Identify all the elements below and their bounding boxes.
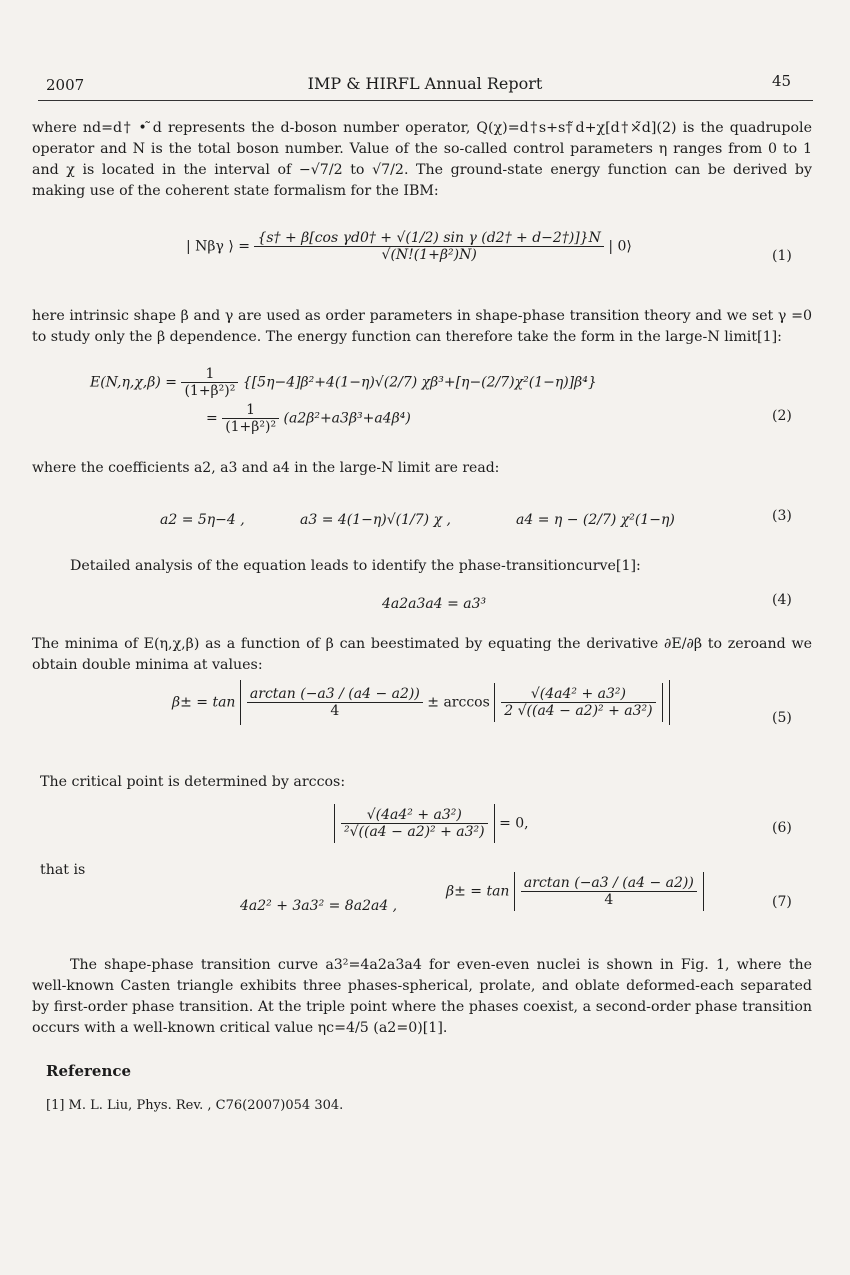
eq2-f1-denominator: (1+β²)² (184, 383, 236, 399)
eq2-f1-numerator: 1 (181, 366, 238, 383)
eq6-tail: = 0, (499, 815, 529, 832)
equation-1 (186, 230, 632, 263)
eq5-inner-fraction (501, 686, 655, 719)
paragraph-minima: The minima of E(η,χ,β) as a function of β can beestimated by equating the derivative ∂E/∂β to zeroand we obtain double minima at values: (32, 636, 812, 673)
reference-item: [1] M. L. Liu, Phys. Rev. , C76(2007)054 304. (46, 1098, 344, 1113)
header-title: IMP & HIRFL Annual Report (307, 74, 543, 93)
paragraph-phase-curve: Detailed analysis of the equation leads to identify the phase-transitioncurve[1]: (70, 558, 641, 574)
eq2-bracket: {[5η−4]β²+4(1−η)√(2/7) χβ³+[η−(2/7)χ²(1−η)]β⁴} (242, 374, 597, 391)
eq6-denominator: ²√((a4 − a2)² + a3²) (344, 824, 485, 840)
eq5-bracket (240, 680, 670, 725)
equation-4: 4a2a3a4 = a3³ (382, 596, 487, 612)
header-year: 2007 (46, 76, 85, 94)
eq6-fraction (341, 807, 488, 840)
eq-number-4: (4) (772, 592, 792, 608)
eq7-arctan: arctan (−a3 / (a4 − a2)) (521, 875, 697, 892)
paragraph-coefficients: where the coefficients a2, a3 and a4 in the large-N limit are read: (32, 460, 500, 476)
eq5-inner-bracket (494, 683, 662, 722)
paragraph-critical: The critical point is determined by arccos: (40, 774, 346, 790)
eq2-lhs: E(N,η,χ,β) = (90, 374, 177, 391)
eq7-four: 4 (604, 892, 614, 908)
eq2-fraction-2 (222, 402, 279, 435)
eq5-arctan-fraction (247, 686, 423, 719)
header-rule (38, 100, 813, 101)
eq1-tail: | 0⟩ (608, 238, 632, 255)
eq6-bracket (334, 804, 495, 843)
equation-2-line1 (90, 366, 597, 399)
eq1-numerator: {s† + β[cos γd0† + √(1/2) sin γ (d2† + d−2†)]}N (254, 230, 603, 247)
equation-7-right (446, 872, 704, 911)
eq7-fraction (521, 875, 697, 908)
eq5-denominator: 2 √((a4 − a2)² + a3²) (504, 703, 653, 719)
equation-2-line2 (206, 402, 411, 435)
equation-5 (172, 680, 670, 725)
header-page-number: 45 (772, 72, 792, 90)
eq5-lhs: β± = tan (172, 694, 236, 711)
eq-number-5: (5) (772, 710, 792, 726)
eq3-a3: a3 = 4(1−η)√(1/7) χ , (300, 512, 451, 528)
eq6-numerator: √(4a4² + a3²) (341, 807, 488, 824)
eq-number-1: (1) (772, 248, 792, 264)
eq-number-3: (3) (772, 508, 792, 524)
eq5-numerator: √(4a4² + a3²) (501, 686, 655, 703)
eq5-arctan: arctan (−a3 / (a4 − a2)) (247, 686, 423, 703)
eq7-beta: β± = tan (446, 883, 510, 900)
eq5-four: 4 (330, 703, 340, 719)
eq2-f2-denominator: (1+β²)² (225, 419, 277, 435)
eq2-fraction-1 (181, 366, 238, 399)
paragraph-order-params: here intrinsic shape β and γ are used as order parameters in shape-phase transition theory and we set γ =0 to study only the β dependence. The energy function can therefore take the form in the large-N limit[1]: (32, 308, 812, 345)
eq1-denominator: √(N!(1+β²)N) (381, 247, 477, 263)
eq-number-2: (2) (772, 408, 792, 424)
eq-number-6: (6) (772, 820, 792, 836)
eq2-equals: = (206, 410, 218, 427)
eq2-polynomial: (a2β²+a3β³+a4β⁴) (283, 410, 411, 427)
reference-heading: Reference (46, 1062, 132, 1080)
paragraph-that-is: that is (40, 862, 86, 878)
paragraph-casten-triangle: The shape-phase transition curve a3²=4a2a3a4 for even-even nuclei is shown in Fig. 1, where the well-known Casten triangle exhibits three phases-spherical, prolate, and oblate deformed-each separated by first-order phase transition. At the triple point where the phases coexist, a second-order phase transition occurs with a well-known critical value ηc=4/5 (a2=0)[1]. (32, 957, 812, 1036)
eq7-bracket (514, 872, 704, 911)
eq3-a2: a2 = 5η−4 , (160, 512, 245, 528)
paragraph-operators: where nd=d† • ̃d represents the d-boson number operator, Q(χ)=d†s+s†̃d+χ[d†×̃d](2) is the quadrupole operator and N is the total boson number. Value of the so-called control parameters η ranges from 0 to 1 and χ is located in the interval of −√7/2 to √7/2. The ground-state energy function can be derived by making use of the coherent state formalism for the IBM: (32, 120, 812, 199)
eq3-a4: a4 = η − (2/7) χ²(1−η) (516, 512, 675, 528)
eq1-fraction (254, 230, 603, 263)
equation-6 (334, 804, 529, 843)
eq-number-7: (7) (772, 894, 792, 910)
eq5-pm-arccos: ± arccos (427, 694, 490, 711)
eq1-lhs: | Nβγ ⟩ = (186, 238, 250, 255)
eq2-f2-numerator: 1 (222, 402, 279, 419)
eq7-left: 4a2² + 3a3² = 8a2a4 , (240, 898, 398, 914)
